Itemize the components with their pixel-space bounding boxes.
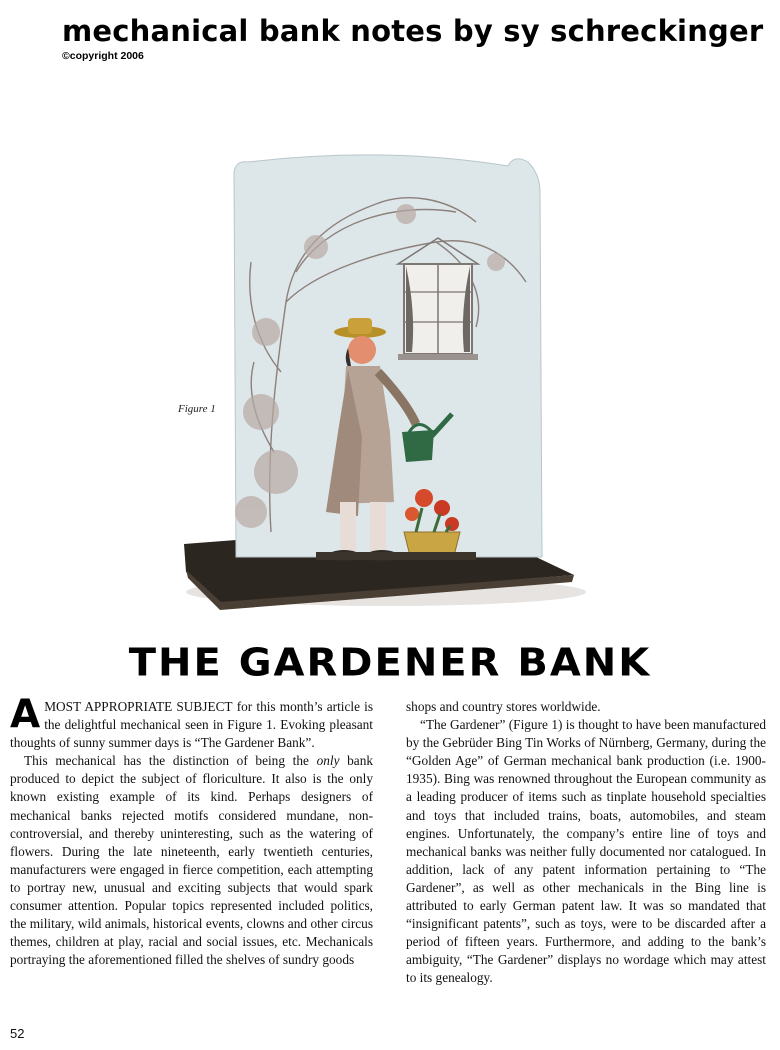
paragraph-2-continued: shops and country stores worldwide.: [406, 699, 601, 714]
paragraph-1: [10, 692, 373, 752]
drop-cap: A: [10, 692, 41, 737]
magazine-column-title: mechanical bank notes by sy schreckinger: [62, 14, 764, 48]
emphasis-only: only: [316, 753, 340, 769]
paragraph-1-text: for this month’s article is the delightful mechanical seen in Figure 1. Evoking pleasant thoughts of sunny summer days is “The Gardener Bank”.: [10, 699, 373, 751]
lead-in-smallcaps: MOST APPROPRIATE SUBJECT: [44, 699, 233, 714]
figure-1-bank-photo: [176, 152, 586, 612]
copyright-notice: ©copyright 2006: [62, 50, 144, 62]
paragraph-2-text-a: This mechanical has the distinction of being the: [24, 753, 317, 769]
paragraph-3: “The Gardener” (Figure 1) is thought to have been manufactured by the Gebrüder Bing Tin Works of Nürnberg, Germany, during the “Golden Age” of German mechanical bank production (i.e. 1900-1935). Bing was renowned throughout the European community as a leading producer of items such as tinplate household specialties and toys that included trains, boats, automobiles, and steam engines. Unfortunately, the company’s entire line of toys and mechanical banks was neither fully documented nor catalogued. In addition, lack of any patent information pertaining to “The Gardener”, as well as other mechanicals in the Bing line is attributed to early German patent law. It was so mandated that “insignificant patents”, such as toys, were to be discarded after a period of fifteen years. Furthermore, and adding to the bank’s ambiguity, “The Gardener” displays no wordage which may attest to its genealogy.: [406, 717, 766, 986]
page-number: 52: [10, 1026, 25, 1041]
paragraph-2: [10, 752, 373, 969]
ground-strip: [316, 552, 476, 560]
article-column-left: [10, 692, 374, 969]
article-title: THE GARDENER BANK: [128, 641, 652, 685]
gardener-bank-illustration: [176, 152, 586, 612]
figure-caption-label: Figure 1: [178, 403, 216, 415]
article-column-right: [406, 698, 766, 988]
paragraph-2-text-b: bank produced to depict the subject of floriculture. It also is the only known existing example of its kind. Perhaps designers of mechanical banks rejected motifs considered mundane, non-controversial, and thereby uninteresting, such as the watering of flowers. During the late nineteenth, early twentieth centuries, manufacturers were engaged in fierce competition, each attempting to portray new, unusual and exciting subjects that would spark consumer attention. Popular topics represented included politics, the military, wild animals, historical events, clowns and other circus themes, children at play, racial and social issues, etc. Mechanicals portraying the aforementioned filled the shelves of sundry goods: [10, 753, 374, 968]
